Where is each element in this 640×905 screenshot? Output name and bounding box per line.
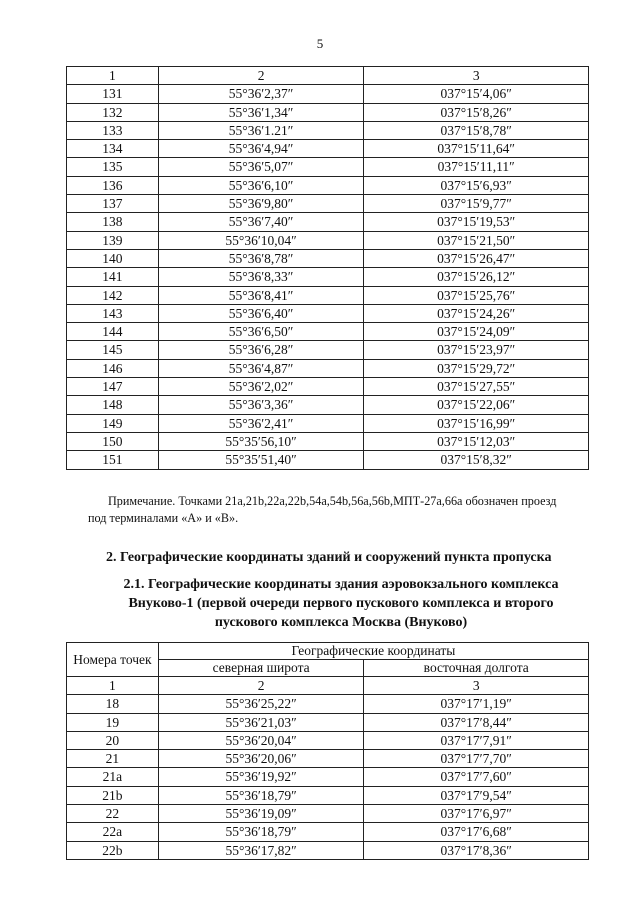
longitude-cell: 037°17′9,54″ <box>364 786 589 804</box>
point-number-cell: 151 <box>67 451 159 469</box>
latitude-cell: 55°35′51,40″ <box>158 451 364 469</box>
point-number-cell: 141 <box>67 268 159 286</box>
longitude-cell: 037°15′9,77″ <box>364 195 589 213</box>
table-row <box>67 213 589 231</box>
table-row <box>67 195 589 213</box>
point-number-cell: 143 <box>67 304 159 322</box>
longitude-cell: 037°17′6,68″ <box>364 823 589 841</box>
longitude-cell: 037°15′24,26″ <box>364 304 589 322</box>
point-number-cell: 138 <box>67 213 159 231</box>
table-row <box>67 695 589 713</box>
longitude-cell: 037°15′4,06″ <box>364 85 589 103</box>
table-row <box>67 805 589 823</box>
table-row <box>67 158 589 176</box>
table-header-row <box>67 67 589 85</box>
latitude-cell: 55°36′20,06″ <box>158 750 364 768</box>
latitude-cell: 55°36′2,02″ <box>158 378 364 396</box>
table-row <box>67 786 589 804</box>
latitude-cell: 55°36′2,41″ <box>158 414 364 432</box>
point-number-cell: 137 <box>67 195 159 213</box>
latitude-cell: 55°36′8,41″ <box>158 286 364 304</box>
header-longitude: восточная долгота <box>364 660 589 677</box>
column-number-2: 2 <box>158 67 364 85</box>
coordinates-table-continued <box>66 66 589 470</box>
latitude-cell: 55°36′2,37″ <box>158 85 364 103</box>
latitude-cell: 55°36′6,10″ <box>158 176 364 194</box>
latitude-cell: 55°36′18,79″ <box>158 823 364 841</box>
longitude-cell: 037°15′26,47″ <box>364 249 589 267</box>
table-row <box>67 841 589 859</box>
point-number-cell: 140 <box>67 249 159 267</box>
page-number: 5 <box>316 36 324 51</box>
latitude-cell: 55°36′19,92″ <box>158 768 364 786</box>
longitude-cell: 037°17′7,70″ <box>364 750 589 768</box>
latitude-cell: 55°35′56,10″ <box>158 432 364 450</box>
building-coordinates-table <box>66 642 589 860</box>
table-row <box>67 713 589 731</box>
note <box>88 493 596 527</box>
table-row <box>67 731 589 749</box>
point-number-cell: 136 <box>67 176 159 194</box>
point-number-cell: 21a <box>67 768 159 786</box>
table-row <box>67 341 589 359</box>
longitude-cell: 037°15′8,26″ <box>364 103 589 121</box>
latitude-cell: 55°36′18,79″ <box>158 786 364 804</box>
table-row <box>67 176 589 194</box>
latitude-cell: 55°36′21,03″ <box>158 713 364 731</box>
table-row <box>67 823 589 841</box>
column-number-1: 1 <box>67 677 159 695</box>
table-body <box>67 695 589 860</box>
latitude-cell: 55°36′6,40″ <box>158 304 364 322</box>
longitude-cell: 037°15′24,09″ <box>364 323 589 341</box>
latitude-cell: 55°36′3,36″ <box>158 396 364 414</box>
point-number-cell: 19 <box>67 713 159 731</box>
point-number-cell: 21b <box>67 786 159 804</box>
latitude-cell: 55°36′6,28″ <box>158 341 364 359</box>
longitude-cell: 037°17′7,60″ <box>364 768 589 786</box>
latitude-cell: 55°36′8,78″ <box>158 249 364 267</box>
latitude-cell: 55°36′25,22″ <box>158 695 364 713</box>
longitude-cell: 037°17′8,44″ <box>364 713 589 731</box>
latitude-cell: 55°36′17,82″ <box>158 841 364 859</box>
column-number-3: 3 <box>364 67 589 85</box>
table-numbering-row <box>67 677 589 695</box>
point-number-cell: 139 <box>67 231 159 249</box>
table-row <box>67 286 589 304</box>
latitude-cell: 55°36′1,34″ <box>158 103 364 121</box>
table-row <box>67 451 589 469</box>
longitude-cell: 037°17′1,19″ <box>364 695 589 713</box>
latitude-cell: 55°36′4,94″ <box>158 140 364 158</box>
table-row <box>67 432 589 450</box>
point-number-cell: 22a <box>67 823 159 841</box>
latitude-cell: 55°36′8,33″ <box>158 268 364 286</box>
longitude-cell: 037°15′6,93″ <box>364 176 589 194</box>
column-number-2: 2 <box>158 677 364 695</box>
table-row <box>67 304 589 322</box>
point-number-cell: 145 <box>67 341 159 359</box>
table-row <box>67 396 589 414</box>
point-number-cell: 22 <box>67 805 159 823</box>
latitude-cell: 55°36′4,87″ <box>158 359 364 377</box>
point-number-cell: 144 <box>67 323 159 341</box>
table-row <box>67 378 589 396</box>
table-row <box>67 323 589 341</box>
header-latitude: северная широта <box>158 660 364 677</box>
longitude-cell: 037°17′6,97″ <box>364 805 589 823</box>
subsection-heading <box>80 575 602 632</box>
subsection-heading-line-1: 2.1. Географические координаты здания аэровокзального комплекса <box>123 577 559 592</box>
note-line-1: Примечание. Точками 21a,21b,22a,22b,54a,54b,56a,56b,МПТ-27a,66a обозначен проезд <box>108 494 557 508</box>
longitude-cell: 037°15′11,11″ <box>364 158 589 176</box>
point-number-cell: 142 <box>67 286 159 304</box>
longitude-cell: 037°15′23,97″ <box>364 341 589 359</box>
longitude-cell: 037°15′11,64″ <box>364 140 589 158</box>
point-number-cell: 147 <box>67 378 159 396</box>
table-row <box>67 750 589 768</box>
longitude-cell: 037°15′8,78″ <box>364 121 589 139</box>
table-row <box>67 121 589 139</box>
table-row <box>67 768 589 786</box>
column-number-1: 1 <box>67 67 159 85</box>
point-number-cell: 146 <box>67 359 159 377</box>
table-row <box>67 103 589 121</box>
note-line-2: под терминалами «A» и «B». <box>88 511 239 525</box>
table-row <box>67 359 589 377</box>
table-header-row <box>67 643 589 660</box>
latitude-cell: 55°36′7,40″ <box>158 213 364 231</box>
latitude-cell: 55°36′1.21″ <box>158 121 364 139</box>
latitude-cell: 55°36′5,07″ <box>158 158 364 176</box>
subsection-heading-line-2: Внуково-1 (первой очереди первого пускового комплекса и второго <box>128 596 554 611</box>
longitude-cell: 037°15′8,32″ <box>364 451 589 469</box>
latitude-cell: 55°36′20,04″ <box>158 731 364 749</box>
longitude-cell: 037°15′12,03″ <box>364 432 589 450</box>
column-number-3: 3 <box>364 677 589 695</box>
point-number-cell: 135 <box>67 158 159 176</box>
section-heading: 2. Географические координаты зданий и сооружений пункта пропуска <box>106 550 552 565</box>
point-number-cell: 20 <box>67 731 159 749</box>
point-number-cell: 133 <box>67 121 159 139</box>
longitude-cell: 037°17′7,91″ <box>364 731 589 749</box>
longitude-cell: 037°15′25,76″ <box>364 286 589 304</box>
point-number-cell: 131 <box>67 85 159 103</box>
longitude-cell: 037°15′26,12″ <box>364 268 589 286</box>
longitude-cell: 037°15′27,55″ <box>364 378 589 396</box>
point-number-cell: 22b <box>67 841 159 859</box>
point-number-cell: 148 <box>67 396 159 414</box>
table-body <box>67 85 589 469</box>
point-number-cell: 132 <box>67 103 159 121</box>
point-number-cell: 149 <box>67 414 159 432</box>
table-row <box>67 249 589 267</box>
subsection-heading-line-3: пускового комплекса Москва (Внуково) <box>214 615 468 630</box>
table-row <box>67 231 589 249</box>
longitude-cell: 037°15′29,72″ <box>364 359 589 377</box>
table-row <box>67 140 589 158</box>
point-number-cell: 21 <box>67 750 159 768</box>
longitude-cell: 037°15′19,53″ <box>364 213 589 231</box>
table-row <box>67 85 589 103</box>
header-geo-coordinates: Географические координаты <box>158 643 588 660</box>
point-number-cell: 150 <box>67 432 159 450</box>
latitude-cell: 55°36′10,04″ <box>158 231 364 249</box>
point-number-cell: 134 <box>67 140 159 158</box>
longitude-cell: 037°15′22,06″ <box>364 396 589 414</box>
table-row <box>67 414 589 432</box>
longitude-cell: 037°15′16,99″ <box>364 414 589 432</box>
header-point-numbers: Номера точек <box>67 643 159 677</box>
point-number-cell: 18 <box>67 695 159 713</box>
latitude-cell: 55°36′6,50″ <box>158 323 364 341</box>
longitude-cell: 037°17′8,36″ <box>364 841 589 859</box>
longitude-cell: 037°15′21,50″ <box>364 231 589 249</box>
table-row <box>67 268 589 286</box>
latitude-cell: 55°36′9,80″ <box>158 195 364 213</box>
latitude-cell: 55°36′19,09″ <box>158 805 364 823</box>
